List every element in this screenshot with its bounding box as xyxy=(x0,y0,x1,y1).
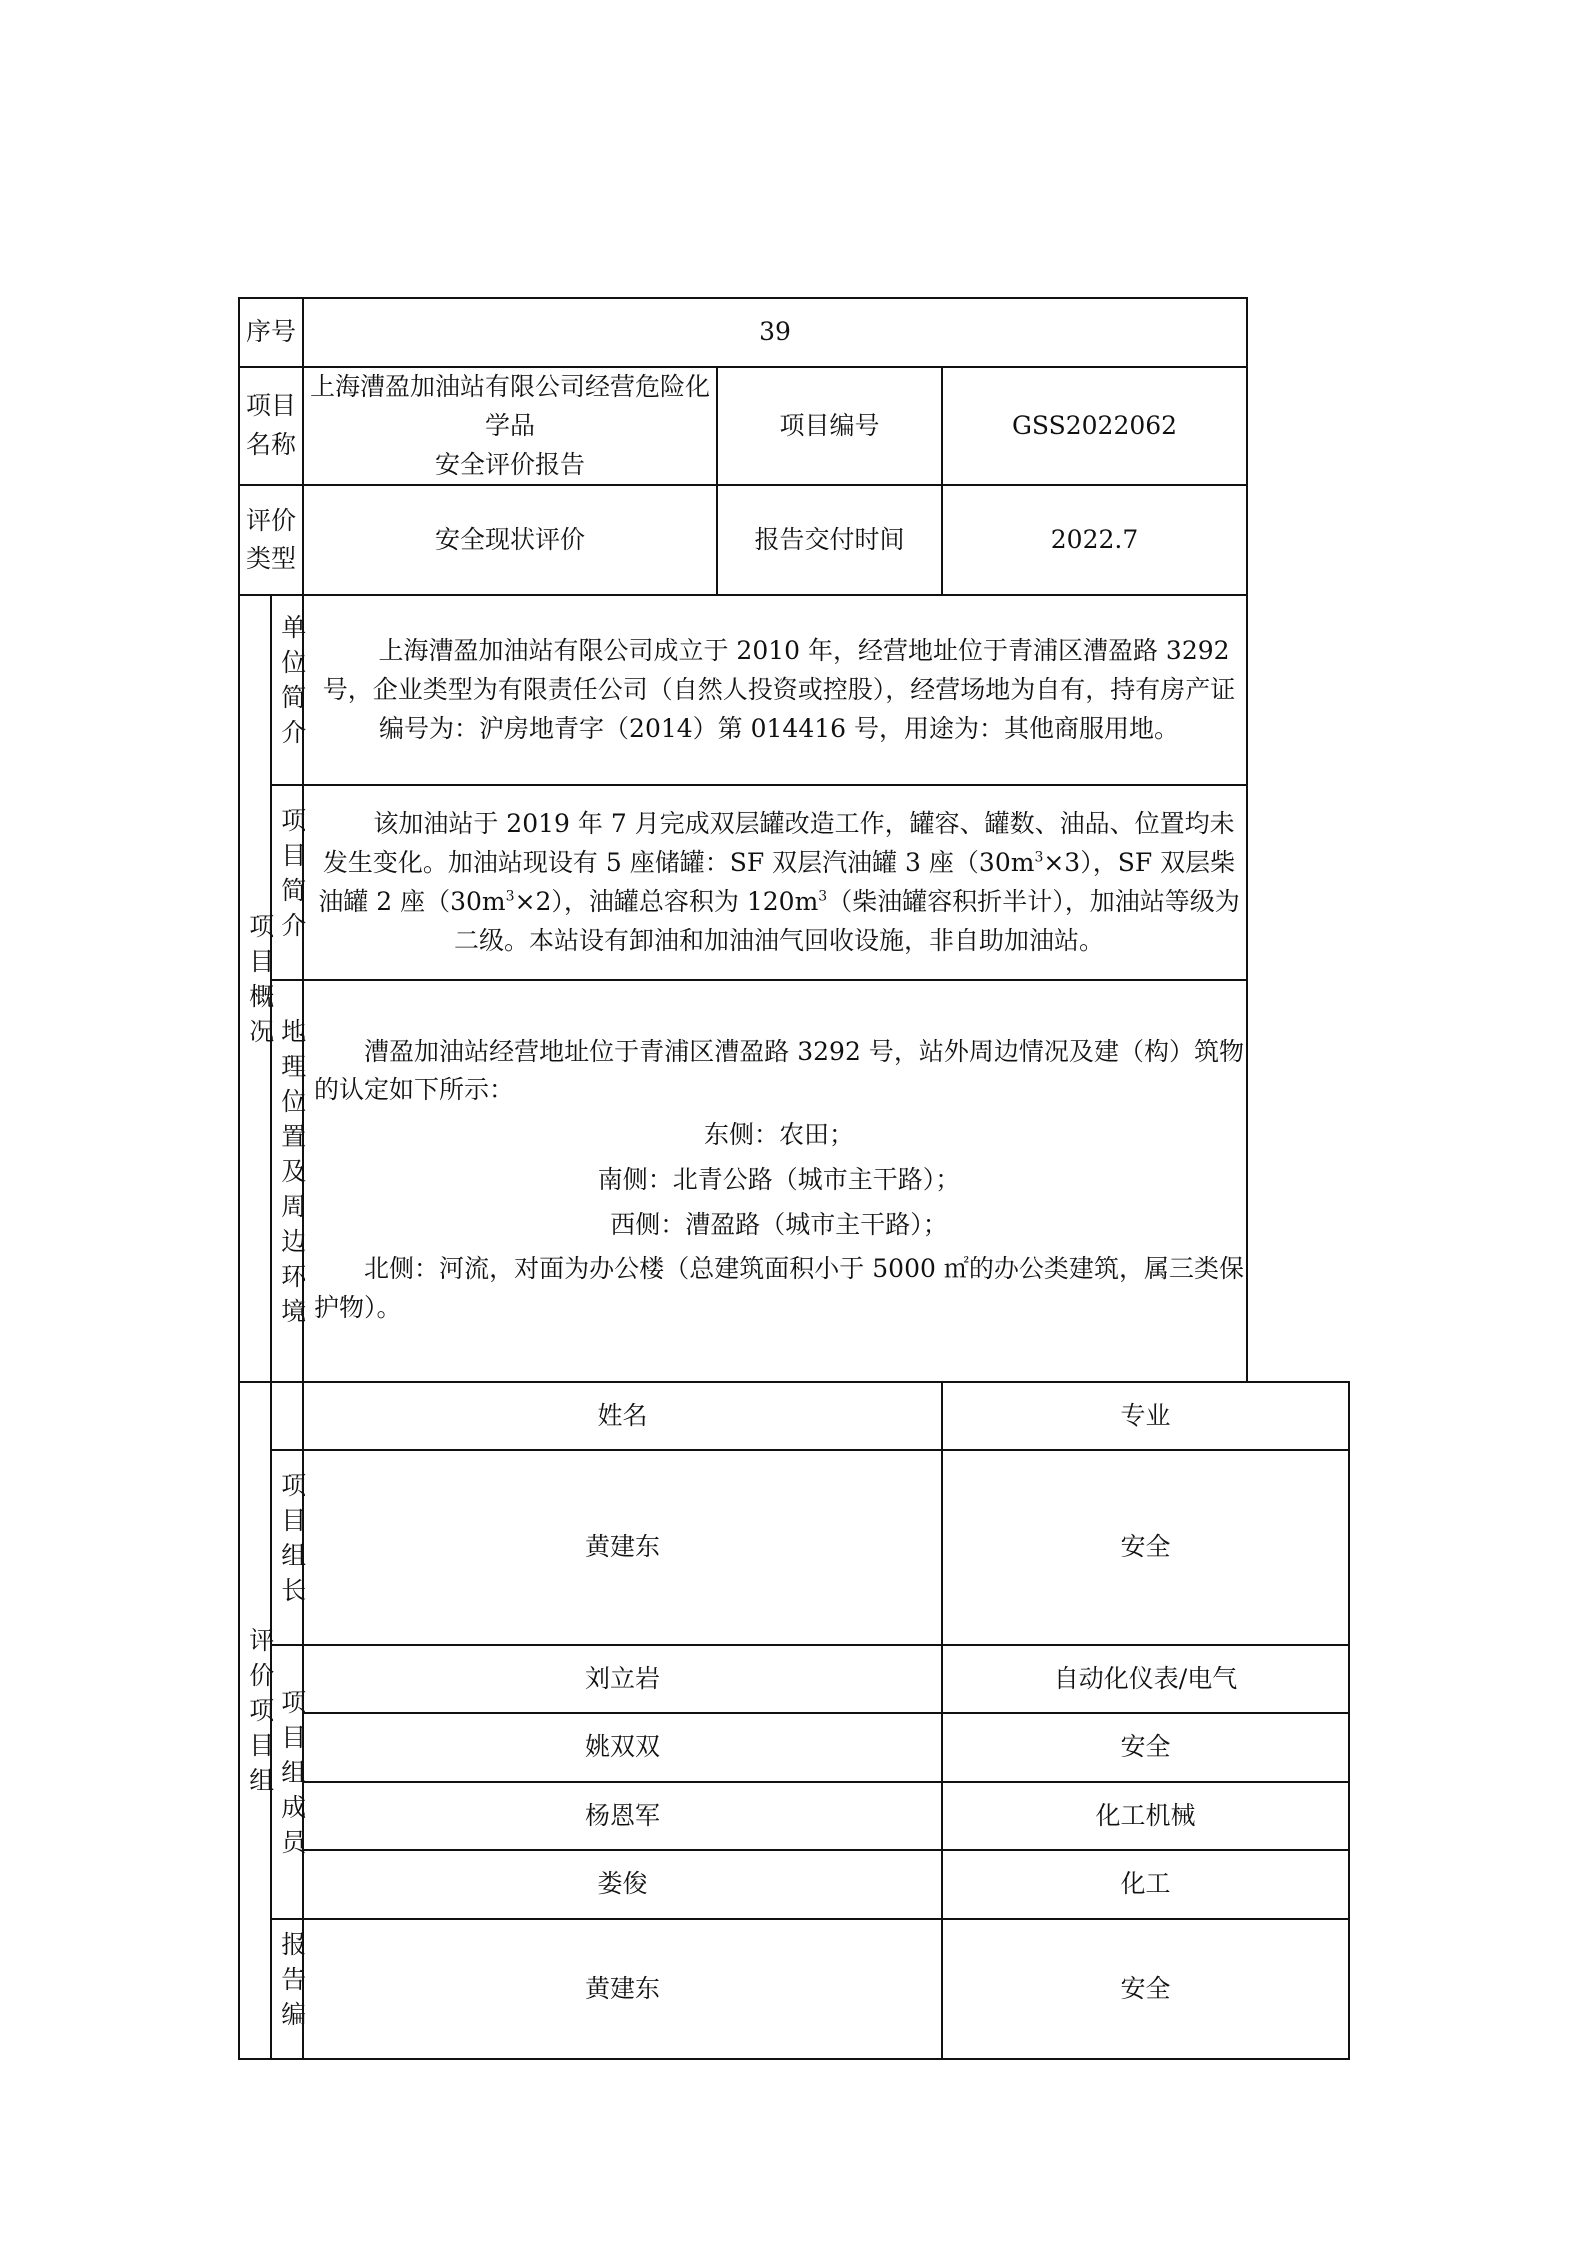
leader-row xyxy=(239,1450,1349,1645)
project-intro-text: 该加油站于 2019 年 7 月完成双层罐改造工作，罐容、罐数、油品、位置均未发生变化。加油站现设有 5 座储罐：SF 双层汽油罐 3 座$(30m^3\times 3)$，SF 双层柴油罐 2 座$(30m^3\times 2)$，油罐总容积为 $120m^3$（柴油罐容积折半计），加油站等级为二级。本站设有卸油和加油油气回收设施，非自助加油站。 xyxy=(303,785,1247,980)
col-name-header: 姓名 xyxy=(303,1382,942,1450)
project-code-label: 项目编号 xyxy=(717,367,942,485)
project-name-value: 上海漕盈加油站有限公司经营危险化学品 安全评价报告 xyxy=(303,367,717,485)
leader-major: 安全 xyxy=(942,1450,1349,1645)
editor-label: 报告编 xyxy=(271,1919,303,2059)
project-name-label: 项目 名称 xyxy=(239,367,303,485)
team-header-row xyxy=(239,1382,1349,1450)
sequence-value: 39 xyxy=(303,298,1247,367)
unit-intro-text: 上海漕盈加油站有限公司成立于 2010 年，经营地址位于青浦区漕盈路 3292 号，企业类型为有限责任公司（自然人投资或控股），经营场地为自有，持有房产证编号为：沪房地青字（2014）第 014416 号，用途为：其他商服用地。 xyxy=(303,595,1247,785)
location-label: 地理位置及周边环境 xyxy=(271,980,303,1382)
sequence-row xyxy=(239,298,1349,367)
team-header-blank xyxy=(271,1382,303,1450)
member-name: 刘立岩 xyxy=(303,1645,942,1713)
delivery-date-label: 报告交付时间 xyxy=(717,485,942,595)
leader-name: 黄建东 xyxy=(303,1450,942,1645)
member-name: 杨恩军 xyxy=(303,1782,942,1850)
overview-label: 项目概况 xyxy=(239,595,271,1382)
editor-major: 安全 xyxy=(942,1919,1349,2059)
project-intro-label: 项目简介 xyxy=(271,785,303,980)
col-major-header: 专业 xyxy=(942,1382,1349,1450)
member-name: 姚双双 xyxy=(303,1713,942,1782)
sequence-label: 序号 xyxy=(239,298,303,367)
location-row xyxy=(239,980,1349,1382)
delivery-date-value: 2022.7 xyxy=(942,485,1247,595)
member-major: 化工 xyxy=(942,1850,1349,1919)
member-row xyxy=(239,1782,1349,1850)
evaluation-type-label: 评价 类型 xyxy=(239,485,303,595)
unit-intro-row xyxy=(239,595,1349,785)
member-row xyxy=(239,1713,1349,1782)
member-row xyxy=(239,1645,1349,1713)
editor-name: 黄建东 xyxy=(303,1919,942,2059)
evaluation-type-row xyxy=(239,485,1349,595)
member-label: 项目组成员 xyxy=(271,1645,303,1919)
team-label: 评价项目组 xyxy=(239,1382,271,2059)
project-name-row xyxy=(239,367,1349,485)
project-code-value: GSS2022062 xyxy=(942,367,1247,485)
report-info-table xyxy=(238,297,1350,2060)
editor-row xyxy=(239,1919,1349,2059)
member-major: 安全 xyxy=(942,1713,1349,1782)
location-text: 漕盈加油站经营地址位于青浦区漕盈路 3292 号，站外周边情况及建（构）筑物的认定如下所示： 东侧：农田； 南侧：北青公路（城市主干路）； 西侧：漕盈路（城市主干路）； 北侧：河流，对面为办公楼（总建筑面积小于 5000 ㎡的办公类建筑，属三类保护物）。 xyxy=(303,980,1247,1382)
evaluation-type-value: 安全现状评价 xyxy=(303,485,717,595)
member-name: 娄俊 xyxy=(303,1850,942,1919)
member-major: 自动化仪表/电气 xyxy=(942,1645,1349,1713)
unit-intro-label: 单位简介 xyxy=(271,595,303,785)
member-row xyxy=(239,1850,1349,1919)
project-intro-row xyxy=(239,785,1349,980)
leader-label: 项目组长 xyxy=(271,1450,303,1645)
member-major: 化工机械 xyxy=(942,1782,1349,1850)
